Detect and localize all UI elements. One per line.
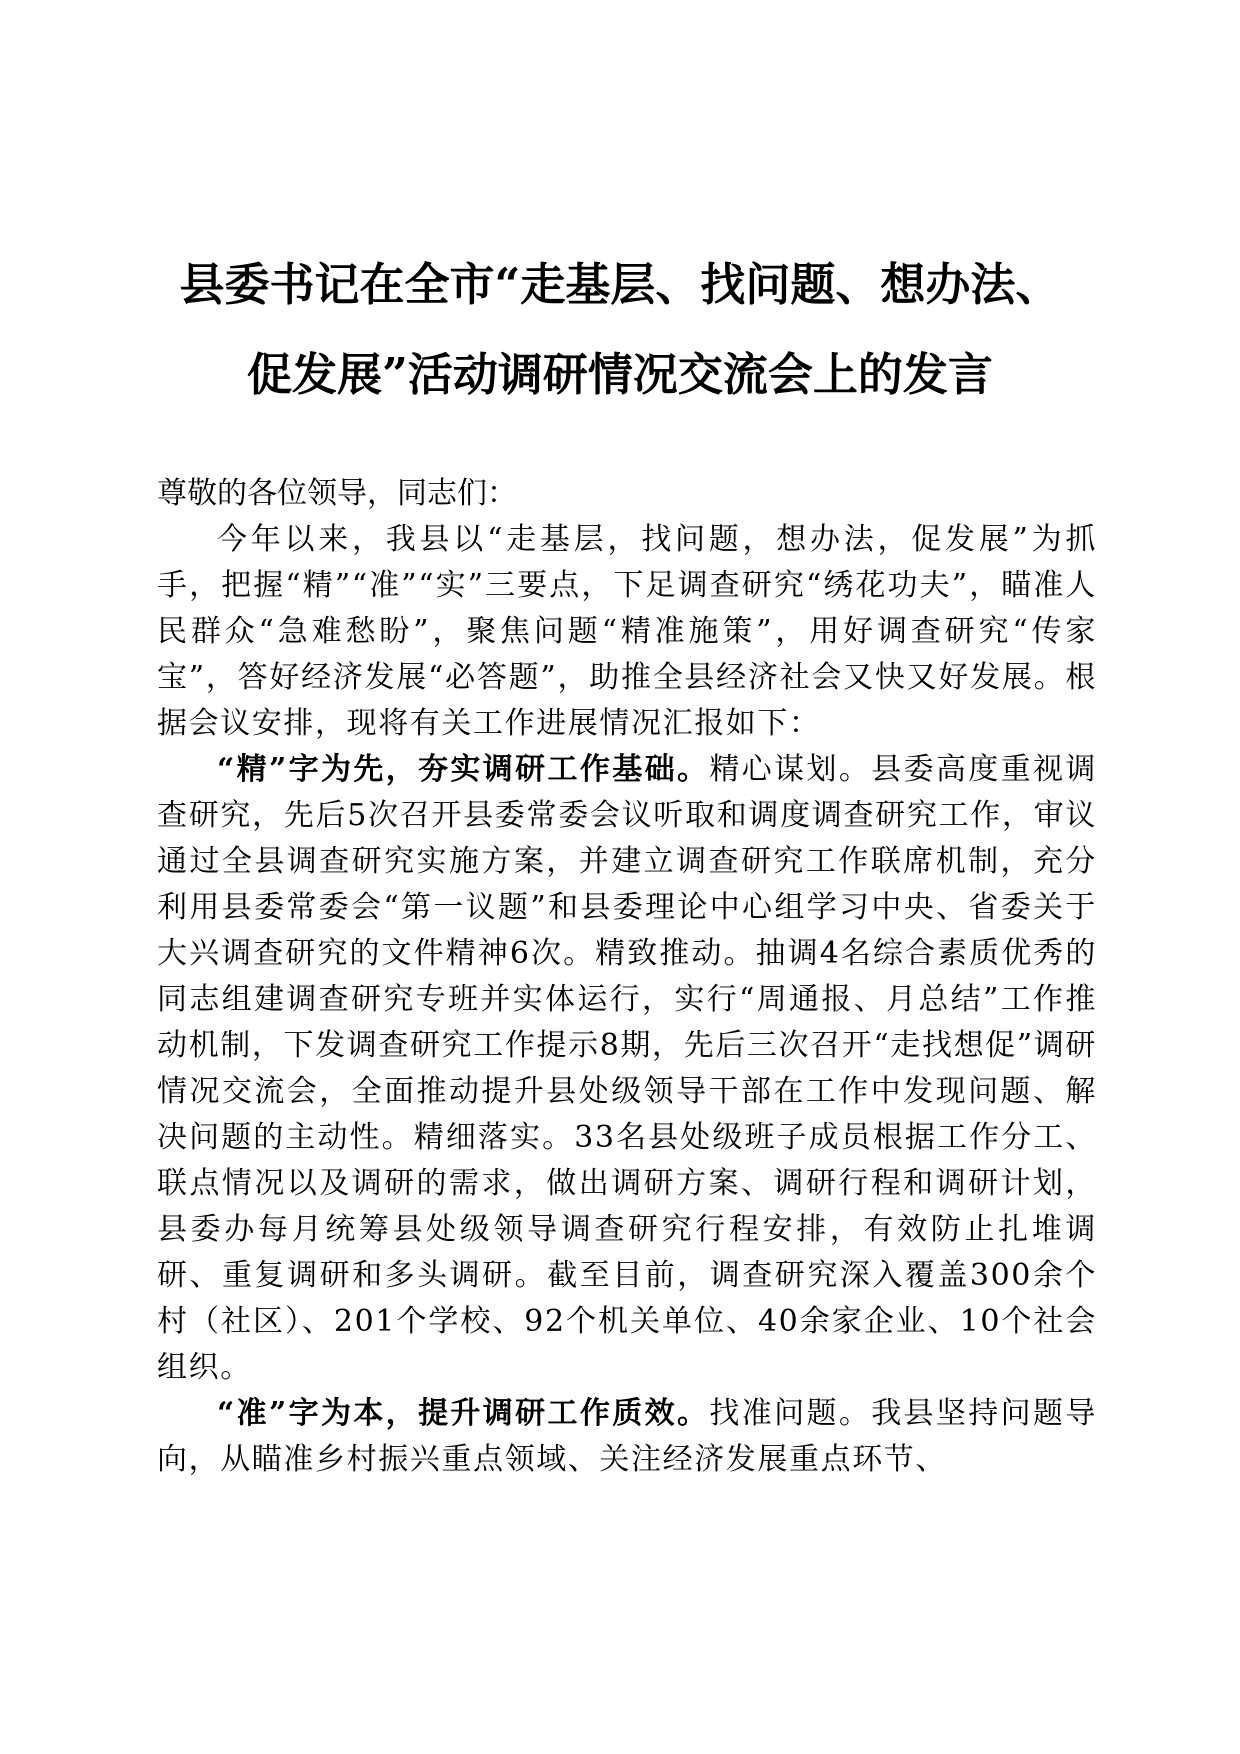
- paragraph-text: 今年以来，我县以“走基层，找问题，想办法，促发展”为抓手，把握“精”“准”“实”三要点，下足调查研究“绣花功夫”，瞄准人民群众“急难愁盼”，聚焦问题“精准施策”，用好调查研究“传家宝”，答好经济发展“必答题”，助推全县经济社会又快又好发展。根据会议安排，现将有关工作进展情况汇报如下：: [157, 522, 1097, 741]
- paragraph-jing: [157, 747, 1097, 1391]
- document-body: [157, 471, 1097, 1483]
- paragraph-intro: [157, 517, 1097, 747]
- document-title: [130, 240, 1110, 420]
- paragraph-lead: “准”字为本，提升调研工作质效。: [217, 1396, 710, 1431]
- paragraph-zhun: [157, 1391, 1097, 1483]
- paragraph-text: 精心谋划。县委高度重视调查研究，先后5次召开县委常委会议听取和调度调查研究工作，审议通过全县调查研究实施方案，并建立调查研究工作联席机制，充分利用县委常委会“第一议题”和县委理论中心组学习中央、省委关于大兴调查研究的文件精神6次。精致推动。抽调4名综合素质优秀的同志组建调查研究专班并实体运行，实行“周通报、月总结”工作推动机制，下发调查研究工作提示8期，先后三次召开“走找想促”调研情况交流会，全面推动提升县处级领导干部在工作中发现问题、解决问题的主动性。精细落实。33名县处级班子成员根据工作分工、联点情况以及调研的需求，做出调研方案、调研行程和调研计划，县委办每月统筹县处级领导调查研究行程安排，有效防止扎堆调研、重复调研和多头调研。截至目前，调查研究深入覆盖300余个村（社区）、201个学校、92个机关单位、40余家企业、10个社会组织。: [157, 752, 1097, 1385]
- paragraph-text: 找准问题。我县坚持问题导向，从瞄准乡村振兴重点领域、关注经济发展重点环节、: [157, 1396, 1097, 1477]
- paragraph-lead: “精”字为先，夯实调研工作基础。: [217, 752, 710, 787]
- title-line-1: 县委书记在全市“走基层、找问题、想办法、: [179, 258, 1061, 311]
- salutation: 尊敬的各位领导，同志们：: [157, 476, 517, 511]
- title-line-2: 促发展”活动调研情况交流会上的发言: [247, 348, 993, 401]
